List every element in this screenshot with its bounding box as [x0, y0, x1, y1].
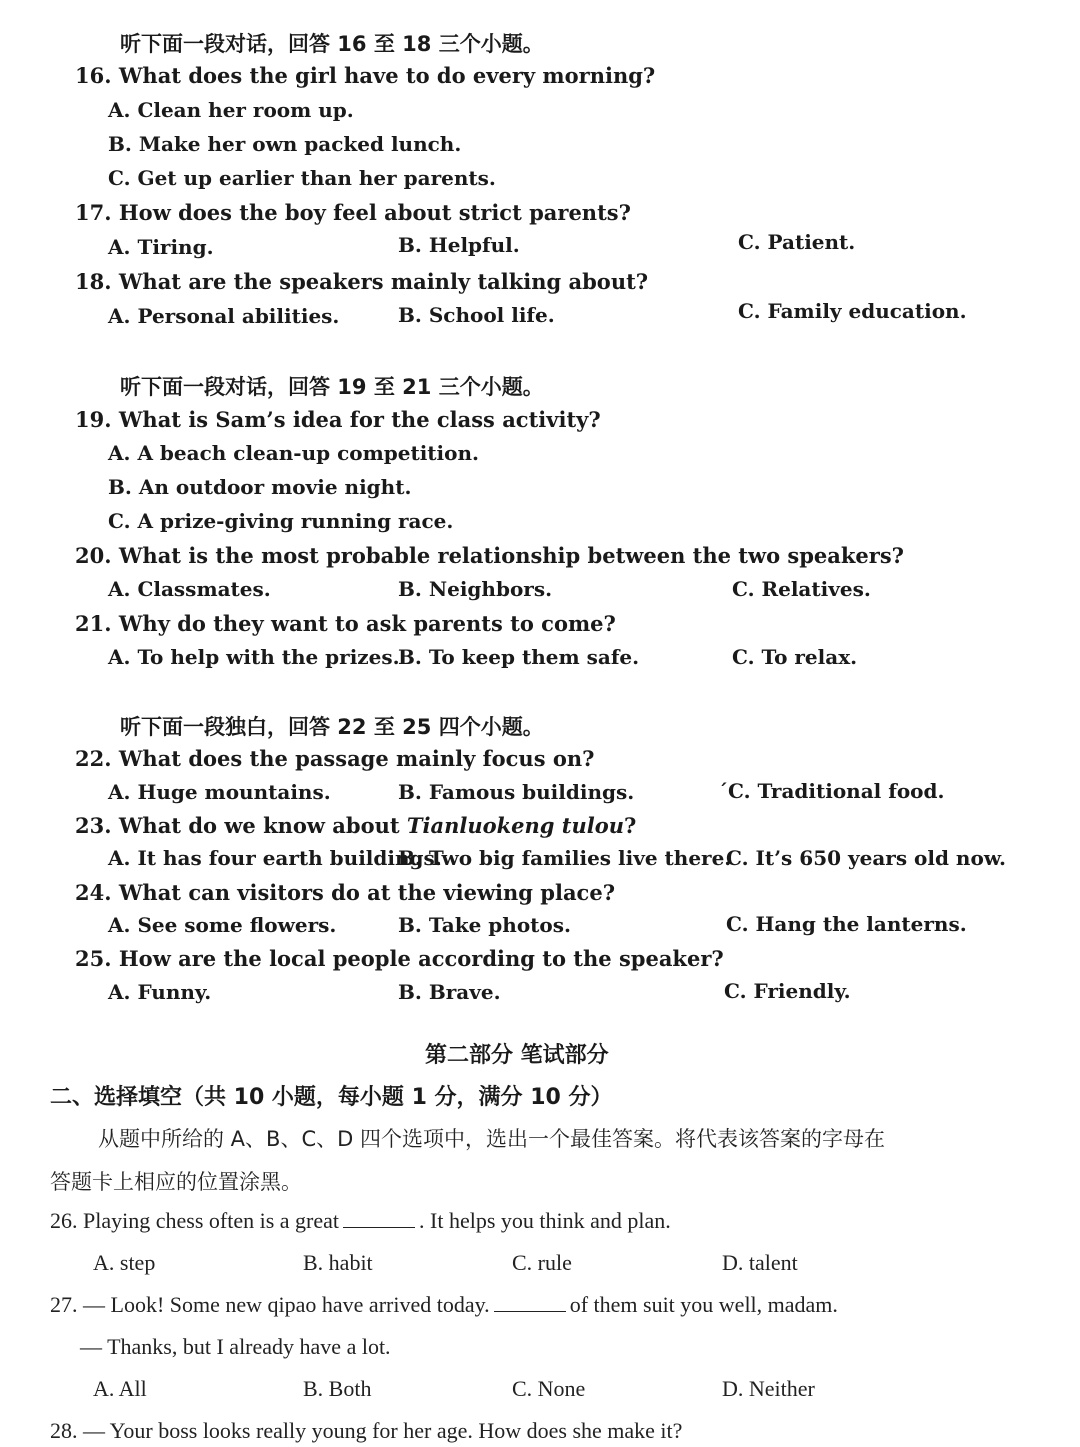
q18-option-c: C. Family education. — [738, 299, 967, 323]
q26-option-c: C. rule — [512, 1250, 572, 1275]
q16-option-a: A. Clean her room up. — [108, 98, 354, 122]
q22-option-c: ˊC. Traditional food. — [718, 779, 945, 803]
q23-italic-name: Tianluokeng tulou — [406, 813, 624, 838]
q16-option-c: C. Get up earlier than her parents. — [108, 166, 496, 190]
q25-option-b: B. Brave. — [398, 980, 501, 1004]
q18-option-b: B. School life. — [398, 303, 555, 327]
q25-option-a: A. Funny. — [108, 980, 212, 1004]
q27-line-2: — Thanks, but I already have a lot. — [80, 1334, 391, 1359]
q18-option-a: A. Personal abilities. — [108, 304, 340, 328]
q27-option-b: B. Both — [303, 1376, 372, 1401]
q27-text-post: of them suit you well, madam. — [569, 1292, 838, 1317]
question-24: 24. What can visitors do at the viewing place? — [75, 880, 616, 905]
q23-option-b: B. Two big families live there. — [398, 846, 732, 870]
q17-option-b: B. Helpful. — [398, 233, 520, 257]
answer-blank — [494, 1293, 566, 1312]
q26-option-a: A. step — [93, 1250, 156, 1275]
q26-option-b: B. habit — [303, 1250, 373, 1275]
question-28: 28. — Your boss looks really young for her age. How does she make it? — [50, 1418, 683, 1443]
q21-option-b: B. To keep them safe. — [398, 645, 640, 669]
section-heading-2: 听下面一段对话，回答 19 至 21 三个小题。 — [120, 375, 544, 399]
q22-option-a: A. Huge mountains. — [108, 780, 331, 804]
q24-option-c: C. Hang the lanterns. — [726, 912, 967, 936]
q27-option-a: A. All — [93, 1376, 147, 1401]
q26-text-post: . It helps you think and plan. — [419, 1208, 671, 1233]
q20-option-b: B. Neighbors. — [398, 577, 553, 601]
question-17: 17. How does the boy feel about strict parents? — [75, 200, 631, 225]
q27-option-c: C. None — [512, 1376, 586, 1401]
question-25: 25. How are the local people according to the speaker? — [75, 946, 724, 971]
section-title: 二、选择填空（共 10 小题，每小题 1 分，满分 10 分） — [50, 1085, 613, 1110]
question-23 — [75, 813, 636, 838]
q22-option-b: B. Famous buildings. — [398, 780, 635, 804]
q27-text-pre: 27. — Look! Some new qipao have arrived today. — [50, 1292, 490, 1317]
q19-option-a: A. A beach clean-up competition. — [108, 441, 479, 465]
question-22: 22. What does the passage mainly focus on? — [75, 746, 595, 771]
q24-option-b: B. Take photos. — [398, 913, 571, 937]
q23-mark: ? — [624, 813, 637, 838]
q17-option-a: A. Tiring. — [108, 235, 214, 259]
q19-option-c: C. A prize-giving running race. — [108, 509, 454, 533]
q23-option-c: C. It’s 650 years old now. — [726, 846, 1006, 870]
question-26 — [50, 1208, 671, 1234]
question-19: 19. What is Sam’s idea for the class activity? — [75, 407, 601, 432]
section-heading-3: 听下面一段独白，回答 22 至 25 四个小题。 — [120, 715, 544, 739]
part-title: 第二部分 笔试部分 — [425, 1043, 609, 1068]
q24-option-a: A. See some flowers. — [108, 913, 337, 937]
q23-text: 23. What do we know about — [75, 813, 407, 838]
question-21: 21. Why do they want to ask parents to come? — [75, 611, 616, 636]
q26-text-pre: 26. Playing chess often is a great — [50, 1208, 339, 1233]
q26-option-d: D. talent — [722, 1250, 798, 1275]
instructions-line-1: 从题中所给的 A、B、C、D 四个选项中，选出一个最佳答案。将代表该答案的字母在 — [98, 1127, 885, 1151]
question-16: 16. What does the girl have to do every morning? — [75, 63, 656, 88]
q23-option-a: A. It has four earth buildings. — [108, 846, 442, 870]
question-20: 20. What is the most probable relationship between the two speakers? — [75, 543, 904, 568]
instructions-line-2: 答题卡上相应的位置涂黑。 — [50, 1170, 302, 1194]
q27-option-d: D. Neither — [722, 1376, 815, 1401]
q21-option-a: A. To help with the prizes. — [108, 645, 400, 669]
q20-option-a: A. Classmates. — [108, 577, 271, 601]
section-heading-1: 听下面一段对话，回答 16 至 18 三个小题。 — [120, 32, 544, 56]
q16-option-b: B. Make her own packed lunch. — [108, 132, 462, 156]
answer-blank — [343, 1209, 415, 1228]
q19-option-b: B. An outdoor movie night. — [108, 475, 412, 499]
q20-option-c: C. Relatives. — [732, 577, 871, 601]
q25-option-c: C. Friendly. — [724, 979, 851, 1003]
question-27 — [50, 1292, 838, 1318]
q17-option-c: C. Patient. — [738, 230, 856, 254]
q21-option-c: C. To relax. — [732, 645, 858, 669]
question-18: 18. What are the speakers mainly talking about? — [75, 269, 649, 294]
